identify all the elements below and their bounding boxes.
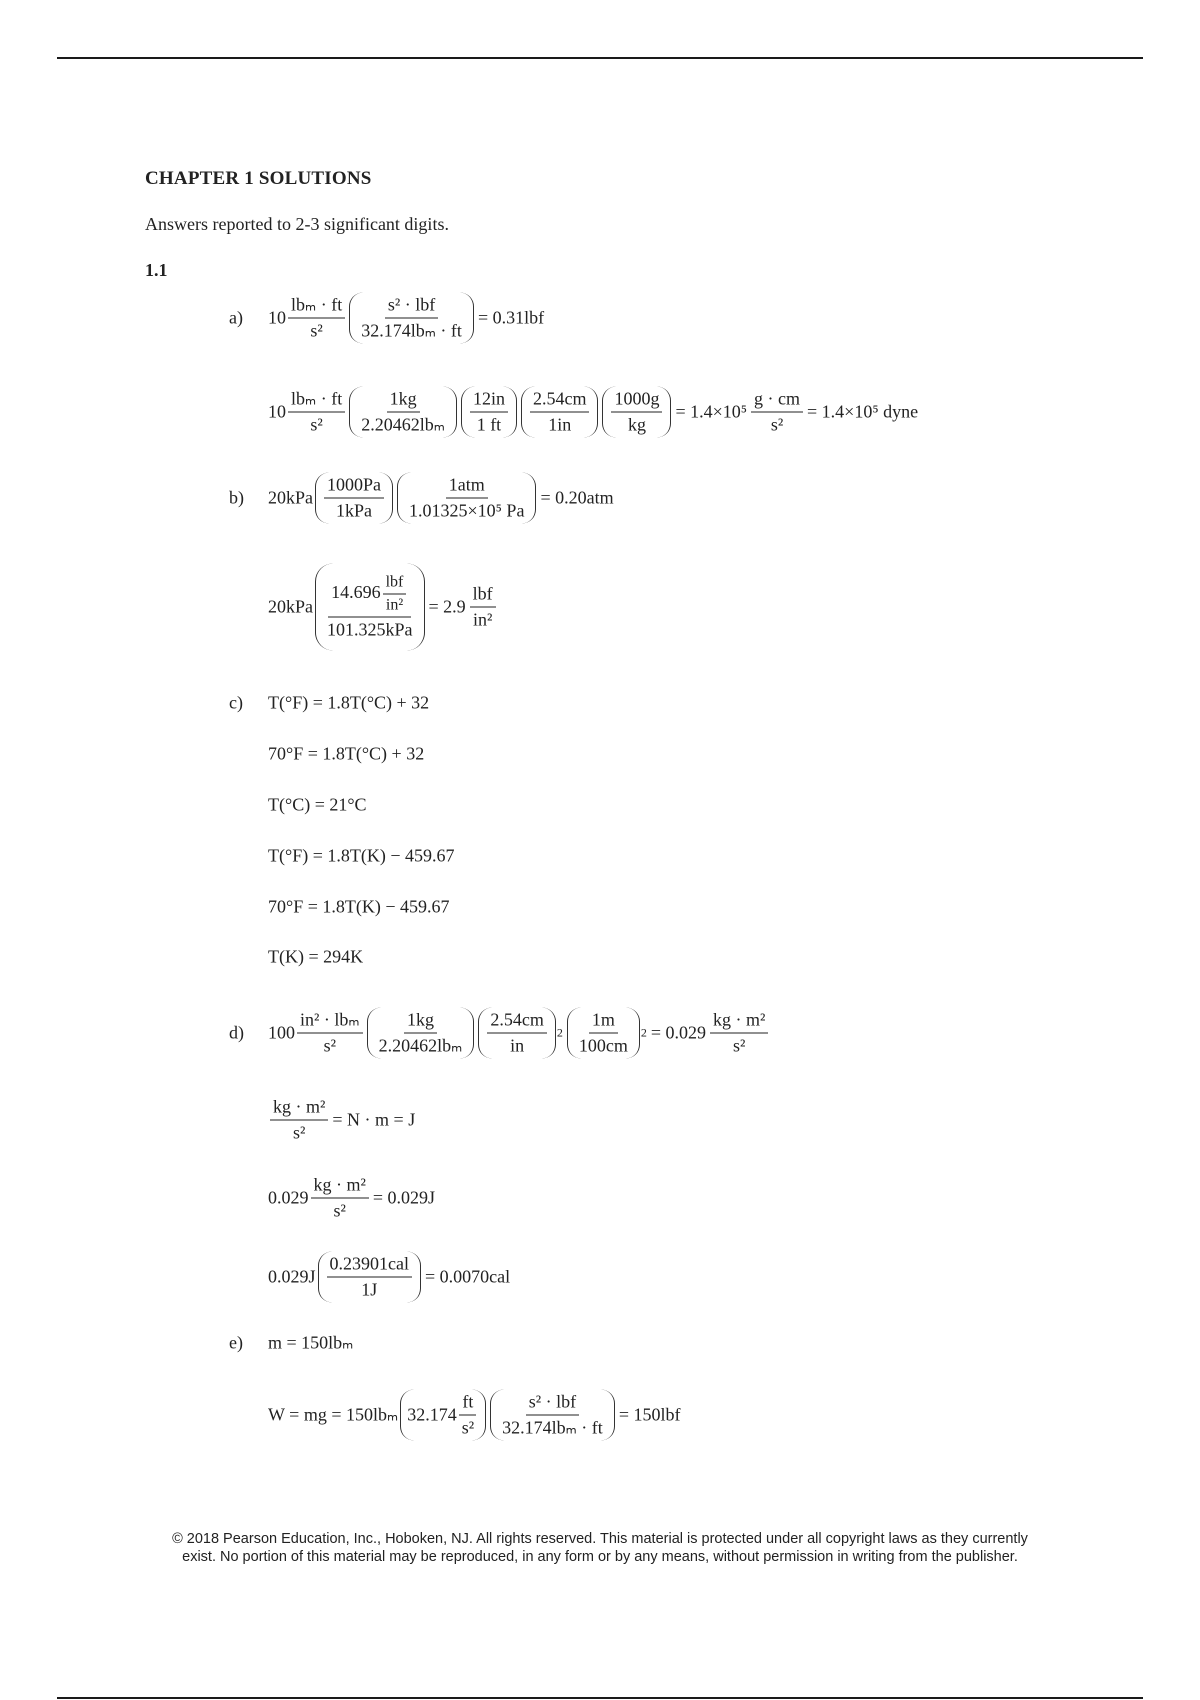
part-label-a: a) xyxy=(229,307,243,328)
equation-c6: T(K) = 294K xyxy=(268,946,364,967)
equation-e1: m = 150lbₘ xyxy=(268,1332,354,1353)
part-label-d: d) xyxy=(229,1022,244,1043)
equation-a2: 10 lbₘ · ft s² 1kg 2.20462lbₘ 12in 1 ft 2.54cm 1in 1000g kg = 1.4×10⁵ $\frac{g \cdot cm}{\text{s²}}$ = 1.4×10⁵ dyne xyxy=(268,387,920,438)
equation-c3: T(°C) = 21°C xyxy=(268,794,367,815)
equation-a1: 10 lbₘ · ft s² s² · lbf 32.174lbₘ · ft = 0.31lbf xyxy=(268,293,546,344)
bottom-rule xyxy=(57,1697,1143,1699)
equation-c1: T(°F) = 1.8T(°C) + 32 xyxy=(268,692,430,713)
equation-d1: 100 in² · lbₘ s² 1kg 2.20462lbₘ 2.54cm in 2 1m 100cm 2 = 0.029 kg · m² s² xyxy=(268,1008,770,1059)
equation-c5: 70°F = 1.8T(K) − 459.67 xyxy=(268,896,450,917)
problem-number: 1.1 xyxy=(145,260,168,280)
equation-d4: 0.029J 0.23901cal 1J = 0.0070cal xyxy=(268,1252,512,1303)
equation-c4: T(°F) = 1.8T(K) − 459.67 xyxy=(268,845,455,866)
equation-d2: $\frac{\text{kg · m²}}{\text{s²}}$ = N · m = J xyxy=(268,1097,417,1144)
part-label-c: c) xyxy=(229,692,243,713)
part-label-b: b) xyxy=(229,487,244,508)
equation-b2: 20kPa 14.696 lbf in² 101.325kPa = 2.9 lbf in² xyxy=(268,564,498,651)
copyright-footer xyxy=(0,1530,1200,1566)
equation-c2: 70°F = 1.8T(°C) + 32 xyxy=(268,743,425,764)
chapter-heading: CHAPTER 1 SOLUTIONS xyxy=(145,168,372,189)
significant-digits-note: Answers reported to 2-3 significant digits. xyxy=(145,214,449,234)
equation-e2: W = mg = 150lbₘ 32.174 ft s² s² · lbf 32.174lbₘ · ft = 150lbf xyxy=(268,1390,682,1441)
top-rule xyxy=(57,57,1143,59)
copyright-line-2: exist. No portion of this material may be reproduced, in any form or by any means, without permission in writing from the publisher. xyxy=(182,1549,1018,1565)
part-label-e: e) xyxy=(229,1332,243,1353)
copyright-line-1: © 2018 Pearson Education, Inc., Hoboken, NJ. All rights reserved. This material is protected under all copyright laws as they currently xyxy=(172,1531,1028,1547)
equation-b1: 20kPa 1000Pa 1kPa 1atm 1.01325×10⁵ Pa = 0.20atm xyxy=(268,473,616,524)
equation-d3: 0.029 $\frac{\text{kg · m²}}{\text{s²}}$ = 0.029J xyxy=(268,1174,436,1221)
